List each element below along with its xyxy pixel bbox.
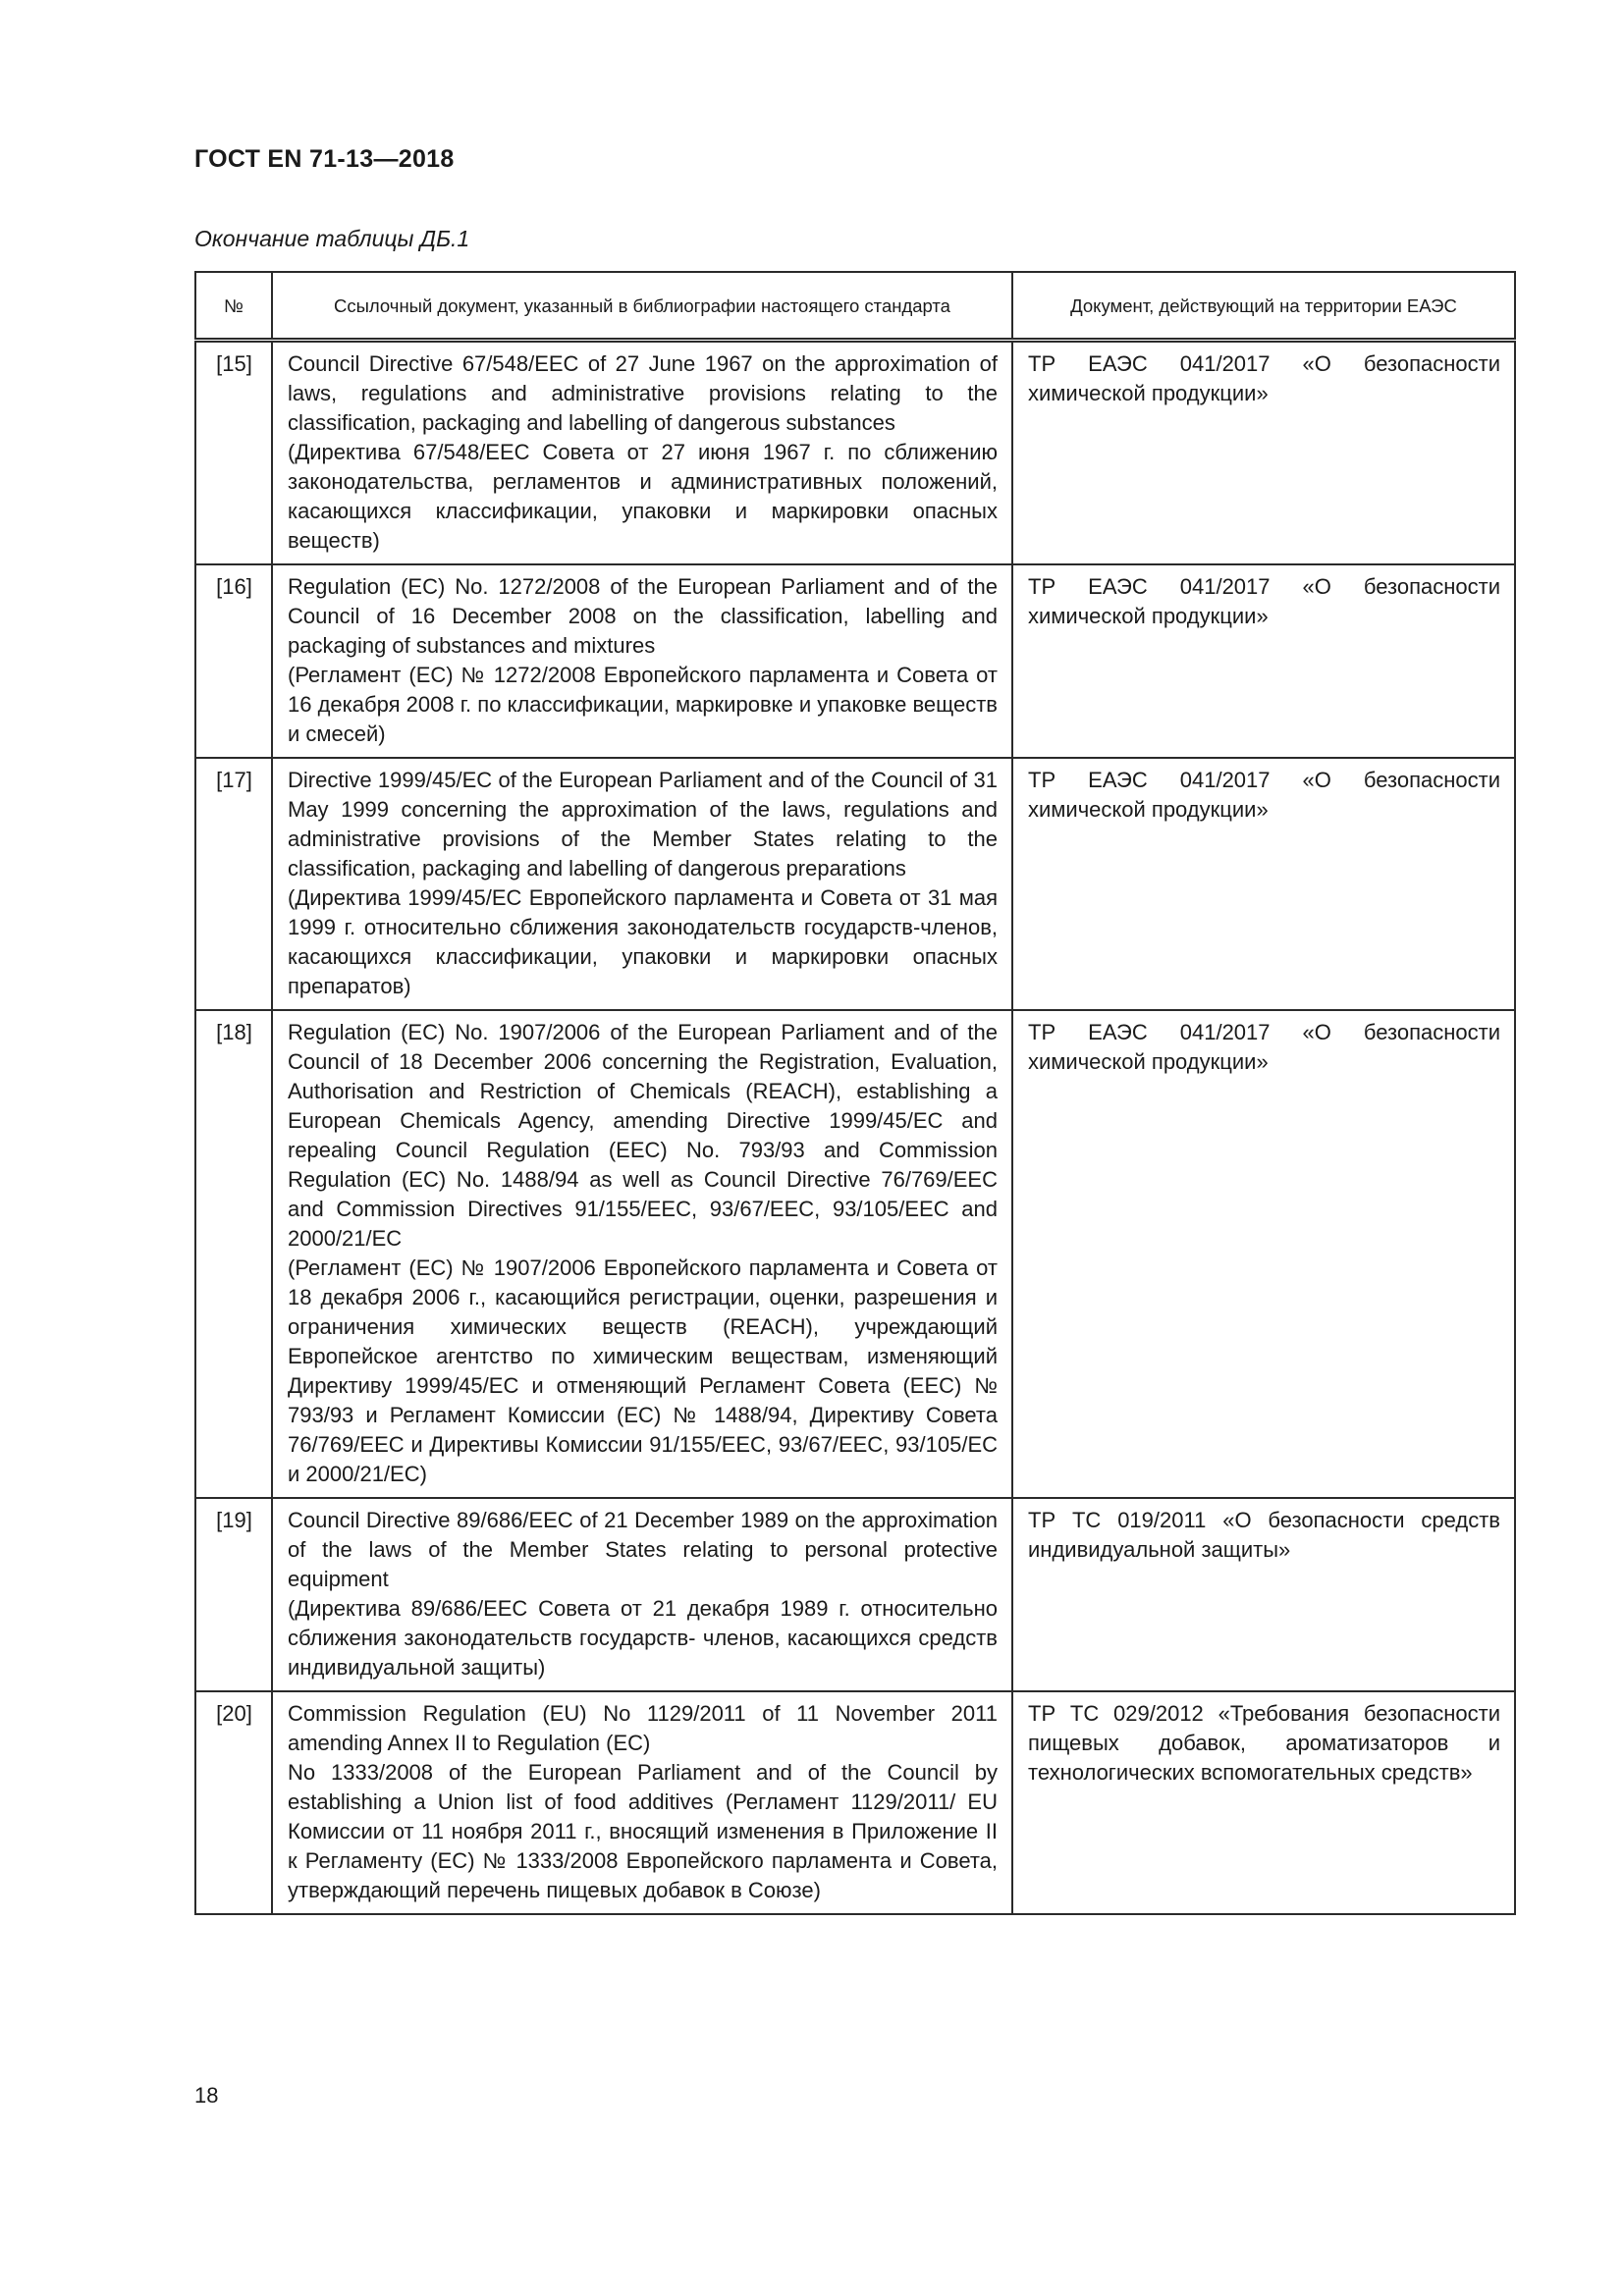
eaeu-document-cell: ТР ЕАЭС 041/2017 «О безопасности химической продукции» (1012, 341, 1515, 565)
reference-ru: (Регламент (ЕС) № 1272/2008 Европейского парламента и Совета от 16 декабря 2008 г. по классификации, маркировке и упаковке веществ и смесей) (288, 663, 998, 746)
reference-table (194, 271, 1516, 1915)
row-number: [17] (195, 758, 272, 1010)
row-number: [16] (195, 564, 272, 758)
column-header-number: № (195, 272, 272, 341)
table-row (195, 1010, 1515, 1498)
document-title: ГОСТ EN 71-13—2018 (194, 145, 455, 173)
table-row (195, 1498, 1515, 1691)
eaeu-document-cell: ТР ЕАЭС 041/2017 «О безопасности химической продукции» (1012, 1010, 1515, 1498)
reference-cell (272, 341, 1012, 565)
reference-cell (272, 1691, 1012, 1914)
column-header-eaeu: Документ, действующий на территории ЕАЭС (1012, 272, 1515, 341)
reference-ru: (Регламент (ЕС) № 1907/2006 Европейского парламента и Совета от 18 декабря 2006 г., касающийся регистрации, оценки, разрешения и ограничения химических веществ (REACH), учреждающий Европейское агентство по химическим веществам, изменяющий Директиву 1999/45/ЕС и отменяющий Регламент Совета (ЕЕС) № 793/93 и Регламент Комиссии (ЕС) № 1488/94, Директиву Совета 76/769/ЕЕС и Директивы Комиссии 91/155/ЕЕС, 93/67/ЕЕС, 93/105/ЕС и 2000/21/ЕС) (288, 1255, 998, 1486)
eaeu-document-cell: ТР ЕАЭС 041/2017 «О безопасности химической продукции» (1012, 564, 1515, 758)
table-header-row (195, 272, 1515, 341)
reference-en: Directive 1999/45/EC of the European Parliament and of the Council of 31 May 1999 concerning the approximation of the laws, regulations and administrative provisions of the Member States relating to the classification, packaging and labelling of dangerous preparations (288, 768, 998, 881)
row-number: [18] (195, 1010, 272, 1498)
table-row (195, 1691, 1515, 1914)
table-row (195, 341, 1515, 565)
eaeu-document-cell: ТР ТС 019/2011 «О безопасности средств индивидуальной защиты» (1012, 1498, 1515, 1691)
table-row (195, 758, 1515, 1010)
reference-ru: (Директива 1999/45/ЕС Европейского парламента и Совета от 31 мая 1999 г. относительно сближения законодательств государств-членов, касающихся классификации, упаковки и маркировки опасных препаратов) (288, 885, 998, 998)
table-caption: Окончание таблицы ДБ.1 (194, 226, 470, 251)
reference-en: Council Directive 89/686/EEC of 21 December 1989 on the approximation of the laws of the Member States relating to personal protective equipment (288, 1508, 998, 1591)
reference-cell (272, 1010, 1012, 1498)
eaeu-document-cell: ТР ТС 029/2012 «Требования безопасности пищевых добавок, ароматизаторов и технологических вспомогательных средств» (1012, 1691, 1515, 1914)
row-number: [15] (195, 341, 272, 565)
row-number: [20] (195, 1691, 272, 1914)
column-header-reference: Ссылочный документ, указанный в библиографии настоящего стандарта (272, 272, 1012, 341)
reference-cell (272, 758, 1012, 1010)
reference-cell (272, 1498, 1012, 1691)
reference-en: Council Directive 67/548/EEC of 27 June 1967 on the approximation of laws, regulations and administrative provisions relating to the classification, packaging and labelling of dangerous substances (288, 351, 998, 435)
reference-ru: (Директива 89/686/ЕЕС Совета от 21 декабря 1989 г. относительно сближения законодательств государств- членов, касающихся средств индивидуальной защиты) (288, 1596, 998, 1680)
eaeu-document-cell: ТР ЕАЭС 041/2017 «О безопасности химической продукции» (1012, 758, 1515, 1010)
reference-ru: (Директива 67/548/ЕЕС Совета от 27 июня 1967 г. по сближению законодательства, регламентов и административных положений, касающихся классификации, упаковки и маркировки опасных веществ) (288, 440, 998, 553)
page-number: 18 (194, 2083, 219, 2108)
reference-en: Commission Regulation (EU) No 1129/2011 of 11 November 2011 amending Annex II to Regulation (EC) (288, 1701, 998, 1755)
row-number: [19] (195, 1498, 272, 1691)
reference-cell (272, 564, 1012, 758)
reference-en: Regulation (EC) No. 1272/2008 of the European Parliament and of the Council of 16 December 2008 on the classification, labelling and packaging of substances and mixtures (288, 574, 998, 658)
reference-en: Regulation (EC) No. 1907/2006 of the European Parliament and of the Council of 18 December 2006 concerning the Registration, Evaluation, Authorisation and Restriction of Chemicals (REACH), establishing a European Chemicals Agency, amending Directive 1999/45/EC and repealing Council Regulation (EEC) No. 793/93 and Commission Regulation (EC) No. 1488/94 as well as Council Directive 76/769/EEC and Commission Directives 91/155/EEC, 93/67/EEC, 93/105/EEC and 2000/21/EC (288, 1020, 998, 1251)
reference-ru: No 1333/2008 of the European Parliament and of the Council by establishing a Union list of food additives (Регламент 1129/2011/ EU Комиссии от 11 ноября 2011 г., вносящий изменения в Приложение II к Регламенту (ЕС) № 1333/2008 Европейского парламента и Совета, утверждающий перечень пищевых добавок в Союзе) (288, 1760, 998, 1902)
table-row (195, 564, 1515, 758)
